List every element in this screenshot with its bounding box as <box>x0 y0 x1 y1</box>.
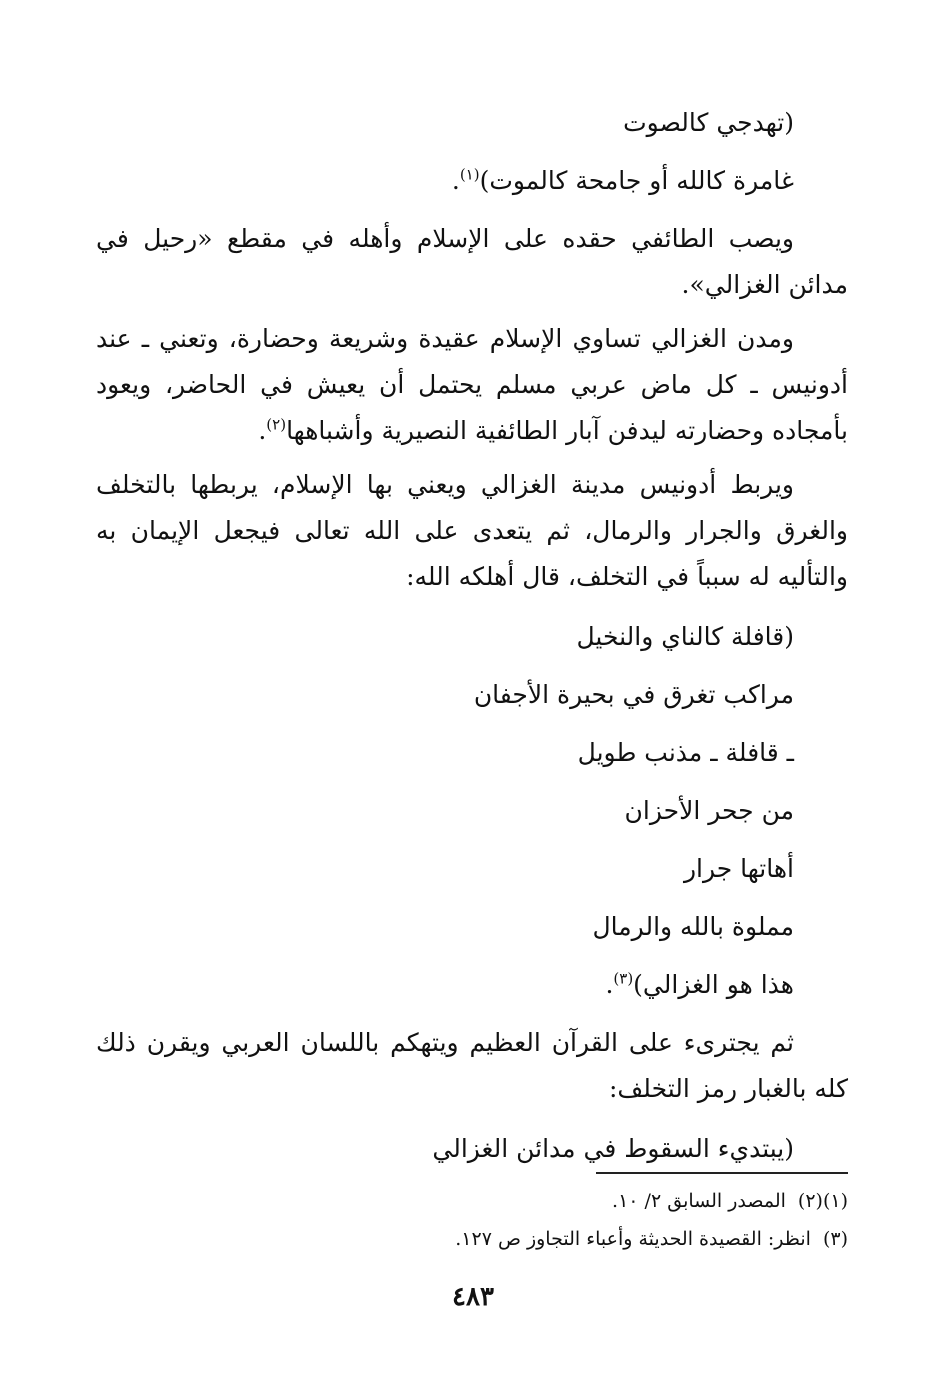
footnote-item <box>348 1220 848 1258</box>
verse-text: (قافلة كالناي والنخيل <box>576 622 794 651</box>
verse-text: مملوة بالله والرمال <box>592 912 794 941</box>
footnote-text: انظر: القصيدة الحديثة وأعباء التجاوز ص ١٢٧. <box>455 1228 811 1250</box>
footnote-marker: (٢) <box>266 415 287 434</box>
verse-line <box>96 840 848 898</box>
verse-line <box>96 782 848 840</box>
verse-line <box>96 608 848 666</box>
verse-line: هذا هو الغزالي)$^{(٣)}$. <box>605 969 794 999</box>
verse-line <box>96 666 848 724</box>
verse-text: من جحر الأحزان <box>624 796 794 825</box>
verse-line <box>96 1120 848 1178</box>
verse-text: هذا هو الغزالي) <box>633 970 794 999</box>
footnote-marker: (٣) <box>613 969 634 988</box>
verse-text: غامرة كالله أو جامحة كالموت) <box>479 166 794 195</box>
footnote-marker: (١) <box>459 165 480 184</box>
footnotes <box>348 1182 848 1258</box>
footnote-item <box>348 1182 848 1220</box>
verse-text: أهاتها جرار <box>683 854 794 883</box>
verse-text: (تهدجي كالصوت <box>623 108 794 137</box>
footnote-number: (٣) <box>822 1228 848 1250</box>
footnote-text: المصدر السابق ٢/ ١٠. <box>612 1190 786 1212</box>
paragraph-text: ومدن الغزالي تساوي الإسلام عقيدة وشريعة وحضارة، وتعني ـ عند أدونيس ـ كل ماض عربي مسلم يحتمل أن يعيش في الحاضر، ويعود بأمجاده وحضارته ليدفن آبار الطائفية النصيرية وأشباهها <box>96 324 848 445</box>
page-number: ٤٨٣ <box>452 1282 494 1312</box>
footnote-divider <box>596 1172 848 1174</box>
verse-line <box>96 898 848 956</box>
paragraph: ثم يجترىء على القرآن العظيم ويتهكم باللسان العربي ويقرن ذلك كله بالغبار رمز التخلف: <box>96 1028 848 1103</box>
paragraph: ويصب الطائفي حقده على الإسلام وأهله في مقطع «رحيل في مدائن الغزالي». <box>96 224 848 299</box>
footnote-number: (١)(٢) <box>797 1190 848 1212</box>
verse-line: غامرة كالله أو جامحة كالموت)$^{(١)}$. <box>451 165 794 195</box>
verse-text: مراكب تغرق في بحيرة الأجفان <box>473 680 794 709</box>
verse-line <box>96 724 848 782</box>
verse-text: (يبتديء السقوط في مدائن الغزالي <box>432 1134 794 1163</box>
page-body <box>96 94 848 1178</box>
verse-line <box>96 94 848 152</box>
verse-text: ـ قافلة ـ مذنب طويل <box>577 738 794 767</box>
paragraph: ويربط أدونيس مدينة الغزالي ويعني بها الإسلام، يربطها بالتخلف والغرق والجرار والرمال، ثم يتعدى على الله تعالى فيجعل الإيمان به والتأليه له سبباً في التخلف، قال أهلكه الله: <box>96 470 848 591</box>
paragraph: ومدن الغزالي تساوي الإسلام عقيدة وشريعة وحضارة، وتعني ـ عند أدونيس ـ كل ماض عربي مسلم يحتمل أن يعيش في الحاضر، ويعود بأمجاده وحضارته ليدفن آبار الطائفية النصيرية وأشباهها$^{(٢)}$. <box>96 324 848 445</box>
